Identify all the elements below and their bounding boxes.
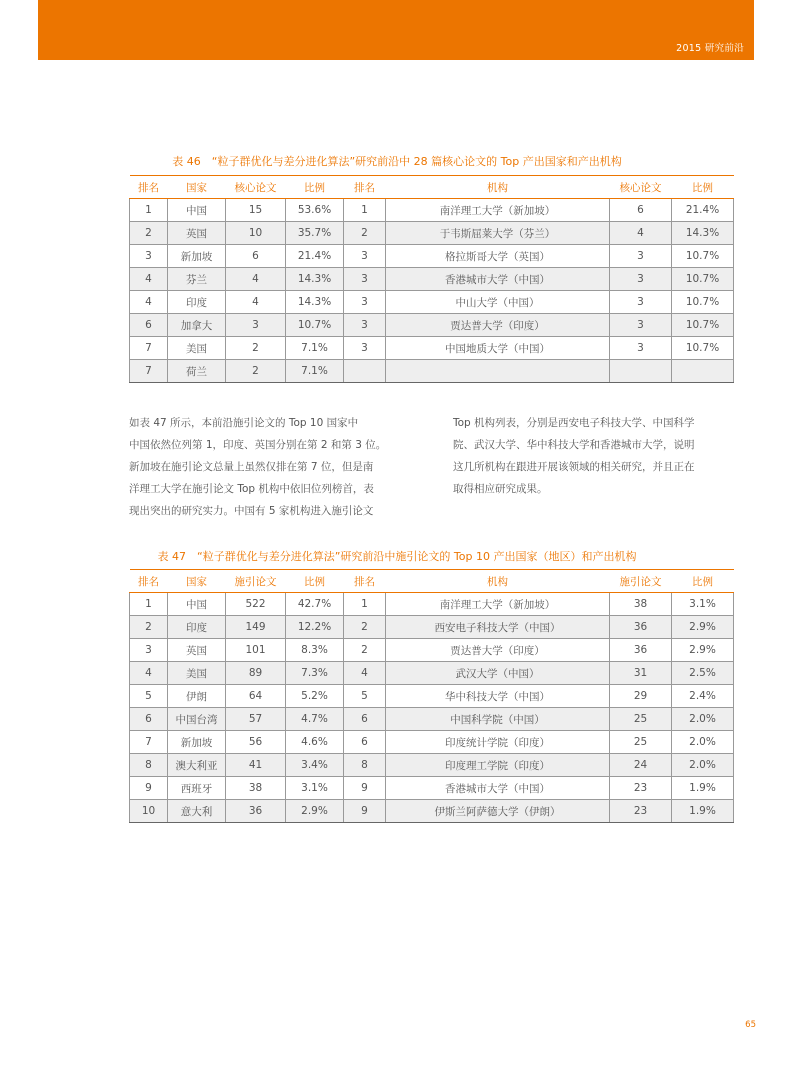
table-cell: 10 [130, 800, 168, 823]
table-cell: 华中科技大学（中国） [386, 685, 610, 708]
table-cell: 英国 [168, 222, 226, 245]
table-cell: 9 [344, 777, 386, 800]
column-header: 比例 [286, 570, 344, 593]
column-header: 核心论文 [226, 176, 286, 199]
table-cell: 芬兰 [168, 268, 226, 291]
table-cell: 10.7% [672, 245, 734, 268]
table-cell: 25 [610, 731, 672, 754]
column-header: 国家 [168, 570, 226, 593]
table47 [129, 569, 734, 823]
table-cell: 10.7% [672, 291, 734, 314]
table-cell: 53.6% [286, 199, 344, 222]
table-row [130, 731, 734, 754]
table-cell: 3.4% [286, 754, 344, 777]
table-cell: 3 [344, 337, 386, 360]
table-cell: 1 [344, 593, 386, 616]
table46-header-row [130, 176, 734, 199]
table-cell: 42.7% [286, 593, 344, 616]
table-cell: 3 [344, 268, 386, 291]
table-cell: 印度理工学院（印度） [386, 754, 610, 777]
table-cell: 3 [610, 268, 672, 291]
table-cell: 14.3% [672, 222, 734, 245]
paragraph-line: 现出突出的研究实力。中国有 5 家机构进入施引论文 [129, 505, 374, 517]
table-cell: 2 [226, 337, 286, 360]
page-number: 65 [745, 1020, 756, 1030]
table46 [129, 175, 734, 383]
table-cell: 贾达普大学（印度） [386, 314, 610, 337]
table-cell: 3 [610, 337, 672, 360]
table-cell: 6 [130, 314, 168, 337]
table-cell: 新加坡 [168, 731, 226, 754]
table-cell [386, 360, 610, 383]
paragraph-line: 院、武汉大学、华中科技大学和香港城市大学，说明 [453, 439, 695, 451]
table-row [130, 639, 734, 662]
table-cell: 6 [226, 245, 286, 268]
table-cell: 7.1% [286, 337, 344, 360]
table-row [130, 222, 734, 245]
column-header: 国家 [168, 176, 226, 199]
paragraph-line: 洋理工大学在施引论文 Top 机构中依旧位列榜首，表 [129, 483, 374, 495]
table-cell: 2.9% [672, 639, 734, 662]
table-cell: 8 [130, 754, 168, 777]
table-cell: 9 [344, 800, 386, 823]
table-cell: 25 [610, 708, 672, 731]
table-cell: 7 [130, 360, 168, 383]
table-cell: 24 [610, 754, 672, 777]
table-cell: 新加坡 [168, 245, 226, 268]
table-cell: 38 [610, 593, 672, 616]
column-header: 比例 [286, 176, 344, 199]
table-cell: 7.3% [286, 662, 344, 685]
table-cell: 10.7% [672, 314, 734, 337]
table-cell: 2.0% [672, 754, 734, 777]
table-cell: 10.7% [672, 337, 734, 360]
table-cell: 1.9% [672, 777, 734, 800]
table-cell: 9 [130, 777, 168, 800]
table-cell: 64 [226, 685, 286, 708]
table-cell: 10 [226, 222, 286, 245]
table-cell: 36 [610, 616, 672, 639]
paragraph-left [129, 412, 386, 522]
table-cell: 89 [226, 662, 286, 685]
table-cell: 2.0% [672, 708, 734, 731]
table-cell: 8.3% [286, 639, 344, 662]
table-cell: 2.5% [672, 662, 734, 685]
table-cell: 36 [226, 800, 286, 823]
column-header: 机构 [386, 176, 610, 199]
table-cell: 38 [226, 777, 286, 800]
table-cell: 4.6% [286, 731, 344, 754]
column-header: 施引论文 [610, 570, 672, 593]
table-cell: 10.7% [286, 314, 344, 337]
table-cell: 4 [130, 268, 168, 291]
table-cell: 意大利 [168, 800, 226, 823]
table-cell: 41 [226, 754, 286, 777]
table-cell: 2 [344, 616, 386, 639]
table-cell [610, 360, 672, 383]
table-cell: 5 [344, 685, 386, 708]
table-cell: 21.4% [672, 199, 734, 222]
table-cell: 101 [226, 639, 286, 662]
table-cell: 贾达普大学（印度） [386, 639, 610, 662]
table-cell: 加拿大 [168, 314, 226, 337]
table-cell: 149 [226, 616, 286, 639]
table-cell: 1 [344, 199, 386, 222]
table-cell: 29 [610, 685, 672, 708]
table-cell: 于韦斯屈莱大学（芬兰） [386, 222, 610, 245]
table-cell: 2.9% [286, 800, 344, 823]
table-cell: 印度 [168, 616, 226, 639]
table-row [130, 360, 734, 383]
table-row [130, 662, 734, 685]
table-cell: 中国 [168, 593, 226, 616]
table-cell: 西安电子科技大学（中国） [386, 616, 610, 639]
table-cell: 3 [610, 245, 672, 268]
table-cell: 印度 [168, 291, 226, 314]
table-cell: 中国台湾 [168, 708, 226, 731]
table-cell: 31 [610, 662, 672, 685]
table-cell: 1 [130, 593, 168, 616]
table-cell: 57 [226, 708, 286, 731]
table46-caption: 表 46 “粒子群优化与差分进化算法”研究前沿中 28 篇核心论文的 Top 产出国家和产出机构 [172, 155, 622, 168]
table-cell: 印度统计学院（印度） [386, 731, 610, 754]
column-header: 核心论文 [610, 176, 672, 199]
column-header: 排名 [344, 176, 386, 199]
table-cell: 2 [344, 639, 386, 662]
table-cell: 6 [344, 708, 386, 731]
table-row [130, 199, 734, 222]
table-cell: 14.3% [286, 291, 344, 314]
paragraph-right [453, 412, 695, 500]
table-cell: 中国地质大学（中国） [386, 337, 610, 360]
paragraph-line: 这几所机构在跟进开展该领域的相关研究，并且正在 [453, 461, 695, 473]
column-header: 排名 [344, 570, 386, 593]
table-cell: 12.2% [286, 616, 344, 639]
table-cell: 23 [610, 777, 672, 800]
table-cell: 3 [344, 245, 386, 268]
table-cell: 美国 [168, 337, 226, 360]
paragraph-line: Top 机构列表，分别是西安电子科技大学、中国科学 [453, 417, 695, 429]
table-cell: 2.9% [672, 616, 734, 639]
table-cell: 3 [610, 291, 672, 314]
table-cell: 1.9% [672, 800, 734, 823]
paragraph-line: 如表 47 所示，本前沿施引论文的 Top 10 国家中 [129, 417, 359, 429]
table-row [130, 314, 734, 337]
table-cell: 4 [344, 662, 386, 685]
table-cell: 中山大学（中国） [386, 291, 610, 314]
table-row [130, 616, 734, 639]
table-cell: 2 [344, 222, 386, 245]
header-bar [38, 0, 754, 60]
table-cell: 7 [130, 337, 168, 360]
table-cell: 伊朗 [168, 685, 226, 708]
table-cell: 7 [130, 731, 168, 754]
table-cell: 3 [344, 291, 386, 314]
table-row [130, 800, 734, 823]
table-cell [672, 360, 734, 383]
table-cell: 2 [130, 222, 168, 245]
table-cell: 10.7% [672, 268, 734, 291]
column-header: 排名 [130, 570, 168, 593]
table-cell: 15 [226, 199, 286, 222]
table-row [130, 337, 734, 360]
paragraph-line: 中国依然位列第 1，印度、英国分别在第 2 和第 3 位。 [129, 439, 387, 451]
column-header: 机构 [386, 570, 610, 593]
table-row [130, 685, 734, 708]
column-header: 比例 [672, 176, 734, 199]
table-cell: 6 [344, 731, 386, 754]
table-cell: 中国科学院（中国） [386, 708, 610, 731]
table-cell: 36 [610, 639, 672, 662]
column-header: 比例 [672, 570, 734, 593]
table-cell: 6 [610, 199, 672, 222]
column-header: 施引论文 [226, 570, 286, 593]
table-cell: 格拉斯哥大学（英国） [386, 245, 610, 268]
table-cell: 4 [130, 662, 168, 685]
table-row [130, 245, 734, 268]
table-row [130, 268, 734, 291]
table-cell: 35.7% [286, 222, 344, 245]
table-cell: 8 [344, 754, 386, 777]
table-row [130, 754, 734, 777]
table-cell: 美国 [168, 662, 226, 685]
table-cell: 南洋理工大学（新加坡） [386, 593, 610, 616]
table-row [130, 291, 734, 314]
table-cell: 56 [226, 731, 286, 754]
table-cell: 522 [226, 593, 286, 616]
table-cell: 6 [130, 708, 168, 731]
table-cell: 澳大利亚 [168, 754, 226, 777]
table-cell: 23 [610, 800, 672, 823]
table-cell: 3 [610, 314, 672, 337]
table-cell: 14.3% [286, 268, 344, 291]
table-cell: 21.4% [286, 245, 344, 268]
column-header: 排名 [130, 176, 168, 199]
paragraph-line: 取得相应研究成果。 [453, 483, 548, 495]
table-cell: 3 [344, 314, 386, 337]
table-cell: 中国 [168, 199, 226, 222]
table-row [130, 708, 734, 731]
table-cell: 1 [130, 199, 168, 222]
table-cell: 2 [226, 360, 286, 383]
table-cell: 3 [130, 639, 168, 662]
table-cell: 3.1% [286, 777, 344, 800]
table-row [130, 593, 734, 616]
table-cell: 西班牙 [168, 777, 226, 800]
table-cell: 4 [226, 268, 286, 291]
table-cell: 4 [226, 291, 286, 314]
table-cell: 3 [226, 314, 286, 337]
table-cell: 伊斯兰阿萨德大学（伊朗） [386, 800, 610, 823]
table-cell: 香港城市大学（中国） [386, 777, 610, 800]
table-cell: 南洋理工大学（新加坡） [386, 199, 610, 222]
table-cell: 4 [610, 222, 672, 245]
table-cell: 3 [130, 245, 168, 268]
table-cell: 3.1% [672, 593, 734, 616]
table-cell: 英国 [168, 639, 226, 662]
table-cell: 5 [130, 685, 168, 708]
table-cell: 武汉大学（中国） [386, 662, 610, 685]
table-cell: 2 [130, 616, 168, 639]
table-cell: 2.4% [672, 685, 734, 708]
table47-header-row [130, 570, 734, 593]
table-cell: 7.1% [286, 360, 344, 383]
table-cell: 4 [130, 291, 168, 314]
table47-caption: 表 47 “粒子群优化与差分进化算法”研究前沿中施引论文的 Top 10 产出国家（地区）和产出机构 [157, 550, 637, 563]
paragraph-line: 新加坡在施引论文总量上虽然仅排在第 7 位，但是南 [129, 461, 374, 473]
table-cell: 5.2% [286, 685, 344, 708]
header-label: 2015 研究前沿 [676, 43, 744, 54]
table-cell [344, 360, 386, 383]
table-cell: 香港城市大学（中国） [386, 268, 610, 291]
table-cell: 2.0% [672, 731, 734, 754]
table-cell: 4.7% [286, 708, 344, 731]
table-row [130, 777, 734, 800]
table-cell: 荷兰 [168, 360, 226, 383]
